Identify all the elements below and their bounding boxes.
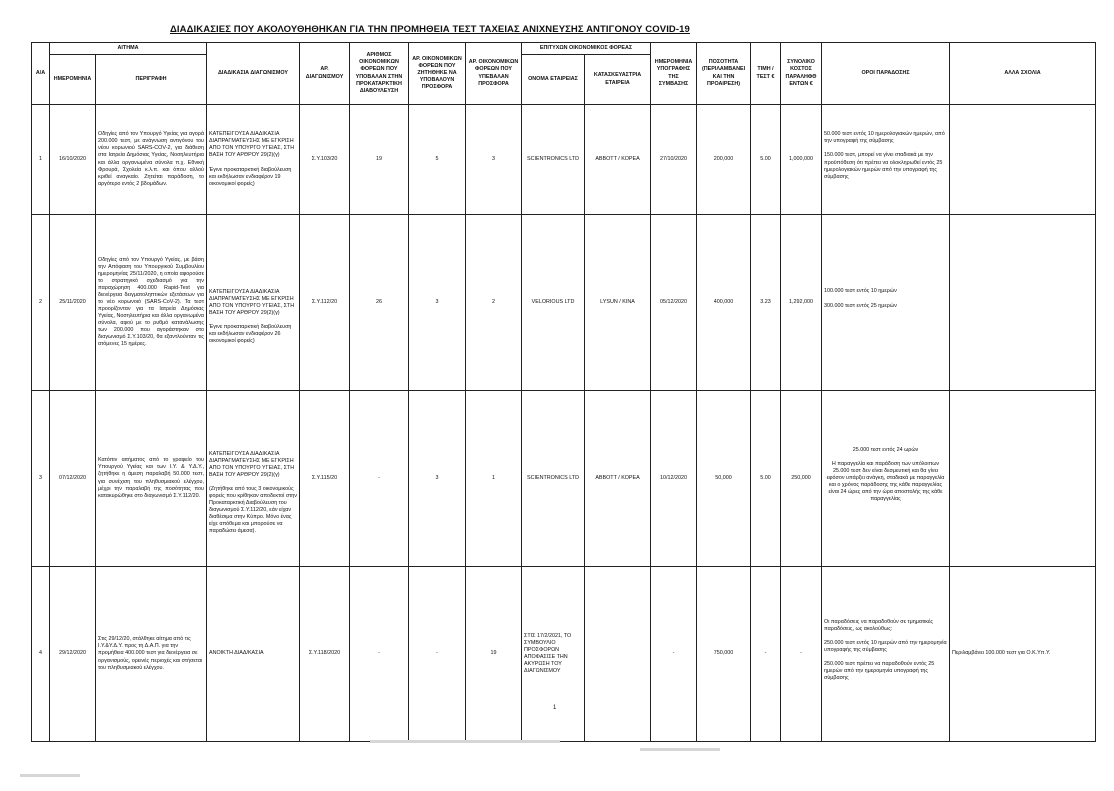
table-row [32,105,1096,215]
row-aa: 3 [32,391,50,567]
row-total: - [781,567,822,742]
row-date: 29/12/2020 [50,567,96,742]
scan-artifact [20,774,80,777]
row-description: Οδηγίες από τον Υπουργό Υγείας για αγορά 200.000 τεστ, με ανάγνωση αντιγόνου του νέου κορωνιού SARS-COV-2, για διάθεση στα Ιατρεία Δημόσιας Υγείας, Νοσηλευτήρια και άλλα οργανωμένα σύνολα π.χ. Εθνική Φρουρά, Σχολεία κ.λ.π. και όπου αλλού κριθεί αναγκαίο. Ζητείται παράδοση, το αργότερο εντός 2 βδομάδων. [96,105,207,215]
row-procedure-note: Έγινε προκαταρκτική διαβούλευση και εκδήλωσαν ενδιαφέρον 26 οικονομικοί φορείς) [209,324,292,345]
row-submitted-offer: 2 [466,215,522,391]
row-delivery-item: 250.000 τεστ εντός 10 ημερών από την ημερομηνία υπογραφής της σύμβασης [824,639,947,653]
table-row [32,567,1096,742]
row-company: SCIENTRONICS LTD [522,105,585,215]
row-asked-offer: 5 [409,105,466,215]
row-procedure-note: Έγινε προκαταρκτική διαβούλευση και εκδήλωσαν ενδιαφέρον 19 οικονομικοί φορείς) [209,166,292,187]
row-manufacturer: LYSUN / ΚΙΝΑ [585,215,651,391]
row-quantity: 750,000 [697,567,751,742]
row-num-operators: 19 [350,105,409,215]
row-description: Κατόπιν αιτήματος από το γραφείο του Υπουργού Υγείας και των Ι.Υ. & Υ.Δ.Υ., ζητήθηκε η άμεση παραλαβή 50.000 τεστ, για συνέχιση του πληθυσμιακού ελέγχου, μέχρι την παραλαβή της ποσότητας που κατακυρώθηκε στο διαγωνισμό Σ.Υ.112/20. [96,391,207,567]
row-comments [950,105,1096,215]
row-procedure: ΚΑΤΕΠΕΙΓΟΥΣΑ ΔΙΑΔΙΚΑΣΙΑ ΔΙΑΠΡΑΓΜΑΤΕΥΣΗΣ ΜΕ ΕΓΚΡΙΣΗ ΑΠΟ ΤΟΝ ΥΠΟΥΡΓΟ ΥΓΕΙΑΣ, ΣΤΗ ΒΑΣΗ ΤΟΥ ΑΡΘΡΟΥ 29(2)(γ) [209,450,295,478]
row-aa: 4 [32,567,50,742]
row-aa: 2 [32,215,50,391]
aa-header: Α/Α [32,43,50,105]
row-company: VELORIOUS LTD [522,215,585,391]
row-delivery-item: 50.000 τεστ εντός 10 ημερολογιακών ημερών, από την υπογραφή της σύμβασης [824,131,945,145]
asked-offer-header: ΑΡ. ΟΙΚΟΝΟΜΙΚΩΝ ΦΟΡΕΩΝ ΠΟΥ ΖΗΤΗΘΗΚΕ ΝΑ ΥΠΟΒΑΛΟΥΝ ΠΡΟΣΦΟΡΑ [409,43,466,105]
row-tender-number: Σ.Υ.118/2020 [300,567,350,742]
row-delivery-cell [822,391,950,567]
row-procedure-cell [207,567,300,742]
date-header: ΗΜΕΡΟΜΗΝΙΑ [50,55,96,105]
row-comments [950,215,1096,391]
row-asked-offer: 3 [409,215,466,391]
row-submitted-offer: 1 [466,391,522,567]
row-delivery-item: 250.000 τεστ πρέπει να παραδοθούν εντός 25 ημερών από την ημερομηνία υπογραφή της σύμβασης [824,661,935,682]
row-date: 25/11/2020 [50,215,96,391]
scan-artifact [640,748,720,751]
row-procedure: ΑΝΟΙΚΤΗ ΔΙΑΔ/ΚΑΣΙΑ [209,650,264,657]
page-number: 1 [553,705,557,711]
row-quantity: 200,000 [697,105,751,215]
row-procedure-cell [207,215,300,391]
row-description: Οδηγίες από τον Υπουργό Υγείας, με βάση την Απόφαση του Υπουργικού Συμβουλίου ημερομηνίας 25/11/2020, η οποία αφορούσε το στρατηγικό σχεδιασμό για την παραχώρηση 400.000 Rapid-Test για διενέργεια δειγματοληπτικών εξετάσεων για το νέο κορωνοιό (SARS-CoV-2). Τα τεστ προορίζονταν για τα Ιατρεία Δημόσιας Υγείας, Νοσηλευτήρια και άλλα οργανωμένα σύνολα, αφού με το ρυθμό κατανάλωσης των 200.000 που αγοράστηκαν στο διαγωνισμό Σ.Υ.103/20, θα εξαντλούνταν τις ατόμενες 15 ημέρες. [96,215,207,391]
table-row [32,215,1096,391]
row-delivery-item: Οι παραδόσεις να παραδοθούν σε τμηματικές παραδόσεις, ως ακολούθως: [824,618,933,632]
row-delivery-item: 150.000 τεστ, μπορεί να γίνει σταδιακά με την προϋπόθεση ότι πρέπει να ολοκληρωθεί εντός 25 ημερολογιακών ημερών από την υπογραφή της σύμβασης [824,152,943,180]
row-price: 5.00 [751,391,781,567]
row-description: Στις 29/12/20, στάλθηκε αίτημα από τις Ι.Υ.&Υ.Δ.Υ. προς τη Δ.Α.Π. για την προμήθεια 400.000 τεστ για διενέργεια σε οργανισμούς, ορεινές περιοχές και στήσεται του πληθυσμιακού ελέγχου. [96,567,207,742]
price-header: ΤΙΜΗ / ΤΕΣΤ € [751,43,781,105]
row-submitted-offer: 3 [466,105,522,215]
row-comments [950,391,1096,567]
table-row [32,391,1096,567]
row-delivery-cell [822,567,950,742]
row-tender-number: Σ.Υ.115/20 [300,391,350,567]
manufacturer-header: ΚΑΤΑΣΚΕΥΑΣΤΡΙΑ ΕΤΑΙΡΕΙΑ [585,55,651,105]
comments-header: ΑΛΛΑ ΣΧΟΛΙΑ [950,43,1096,105]
row-company: ΣΤΙΣ 17/2/2021, ΤΟ ΣΥΜΒΟΥΛΙΟ ΠΡΟΣΦΟΡΩΝ ΑΠΟΦΑΣΙΣΕ ΤΗΝ ΑΚΥΡΩΣΗ ΤΟΥ ΔΙΑΓΩΝΙΣΜΟΥ [522,567,585,742]
row-sign-date: 27/10/2020 [651,105,697,215]
procurement-table [31,42,1096,742]
row-asked-offer: - [409,567,466,742]
row-delivery-cell [822,215,950,391]
row-num-operators: - [350,391,409,567]
procedure-header: ΔΙΑΔΙΚΑΣΙΑ ΔΙΑΓΩΝΙΣΜΟΥ [207,43,300,105]
row-manufacturer: ABBOTT / ΚΟΡΕΑ [585,391,651,567]
row-total: 250,000 [781,391,822,567]
row-price: 3.23 [751,215,781,391]
row-date: 16/10/2020 [50,105,96,215]
row-tender-number: Σ.Υ.112/20 [300,215,350,391]
row-quantity: 400,000 [697,215,751,391]
row-quantity: 50,000 [697,391,751,567]
row-sign-date: - [651,567,697,742]
row-procedure-cell [207,105,300,215]
total-header: ΣΥΝΟΛΙΚΟ ΚΟΣΤΟΣ ΠΑΡΑΛΗΦΘ ΕΝΤΩΝ € [781,43,822,105]
row-delivery-item: 25.000 τεστ εντός 24 ωρών [852,446,919,453]
row-procedure: ΚΑΤΕΠΕΙΓΟΥΣΑ ΔΙΑΔΙΚΑΣΙΑ ΔΙΑΠΡΑΓΜΑΤΕΥΣΗΣ ΜΕ ΕΓΚΡΙΣΗ ΑΠΟ ΤΟΝ ΥΠΟΥΡΓΟ ΥΓΕΙΑΣ, ΣΤΗ ΒΑΣΗ ΤΟΥ ΑΡΘΡΟΥ 29(2)(γ) [209,288,295,316]
row-date: 07/12/2020 [50,391,96,567]
row-procedure: ΚΑΤΕΠΕΙΓΟΥΣΑ ΔΙΑΔΙΚΑΣΙΑ ΔΙΑΠΡΑΓΜΑΤΕΥΣΗΣ ΜΕ ΕΓΚΡΙΣΗ ΑΠΟ ΤΟΝ ΥΠΟΥΡΓΟ ΥΓΕΙΑΣ, ΣΤΗ ΒΑΣΗ ΤΟΥ ΑΡΘΡΟΥ 29(2)(γ) [209,131,295,159]
row-price: 5.00 [751,105,781,215]
delivery-header: ΟΡΟΙ ΠΑΡΑΔΟΣΗΣ [822,43,950,105]
row-procedure-note: (Ζητήθηκε από τους 3 οικονομικούς φορείς που κρίθηκαν αποδεκτοί στην Προκαταρκτική Διαβούλευση του διαγωνισμού Σ.Υ.112/20, εάν είχαν διαθέσιμα στην Κύπρο. Μόνο ένας είχε απόθεμα και μπορούσε να παραδώσει άμεσα). [209,485,297,535]
description-header: ΠΕΡΙΓΡΑΦΗ [96,55,207,105]
row-total: 1,292,000 [781,215,822,391]
row-tender-number: Σ.Υ.103/20 [300,105,350,215]
row-aa: 1 [32,105,50,215]
row-num-operators: - [350,567,409,742]
row-manufacturer [585,567,651,742]
row-procedure-cell [207,391,300,567]
num-operators-header: ΑΡΙΘΜΟΣ ΟΙΚΟΝΟΜΙΚΩΝ ΦΟΡΕΩΝ ΠΟΥ ΥΠΟΒΑΛΑΝ ΣΤΗΝ ΠΡΟΚΑΤΑΡΚΤΙΚΗ ΔΙΑΒΟΥΛΕΥΣΗ [350,43,409,105]
row-submitted-offer: 19 [466,567,522,742]
row-sign-date: 10/12/2020 [651,391,697,567]
supplier-group-header: ΕΠΙΤΥΧΩΝ ΟΙΚΟΝΟΜΙΚΟΣ ΦΟΡΕΑΣ [522,43,651,55]
row-delivery-item: Η παραγγελία και παράδοση των υπόλοιπων 25.000 τεστ δεν είναι δεσμευτική και θα γίνει εφόσον υπάρξει ανάγκη, σταδιακά με παραγγελία και ο χρόνος παράδοσης της κάθε παραγγελίας είναι 24 ώρες από την ώρα αποστολής της κάθε παραγγελίας [826,460,945,503]
row-delivery-item: 100.000 τεστ εντός 10 ημερών [824,288,897,295]
row-manufacturer: ABBOTT / ΚΟΡΕΑ [585,105,651,215]
sign-date-header: ΗΜΕΡΟΜΗΝΙΑ ΥΠΟΓΡΑΦΗΣ ΤΗΣ ΣΥΜΒΑΣΗΣ [651,43,697,105]
row-sign-date: 05/12/2020 [651,215,697,391]
row-num-operators: 26 [350,215,409,391]
row-company: SCIENTRONICS LTD [522,391,585,567]
header-group-row [32,43,1096,55]
row-comments: Περιλαμβάνει 100.000 τεστ για Ο.Κ.Υπ.Υ. [950,567,1096,742]
tender-number-header: ΑΡ. ΔΙΑΓΩΝΙΣΜΟΥ [300,43,350,105]
scan-artifact [370,740,560,743]
submitted-offer-header: ΑΡ. ΟΙΚΟΝΟΜΙΚΩΝ ΦΟΡΕΩΝ ΠΟΥ ΥΠΕΒΑΛΑΝ ΠΡΟΣΦΟΡΑ [466,43,522,105]
row-asked-offer: 3 [409,391,466,567]
row-delivery-item: 300.000 τεστ εντός 25 ημερών [824,302,897,309]
row-price: - [751,567,781,742]
row-delivery-cell [822,105,950,215]
row-total: 1,000,000 [781,105,822,215]
quantity-header: ΠΟΣΟΤΗΤΑ (ΠΕΡΙΛΑΜΒΑΝΕΙ ΚΑΙ ΤΗΝ ΠΡΟΑΙΡΕΣΗ) [697,43,751,105]
document-title: ΔΙΑΔΙΚΑΣΙΕΣ ΠΟΥ ΑΚΟΛΟΥΘΗΘΗΚΑΝ ΓΙΑ ΤΗΝ ΠΡΟΜΗΘΕΙΑ ΤΕΣΤ ΤΑΧΕΙΑΣ ΑΝΙΧΝΕΥΣΗΣ ΑΝΤΙΓΟΝΟΥ COVID-19 [170,24,690,35]
company-header: ΟΝΟΜΑ ΕΤΑΙΡΕΙΑΣ [522,55,585,105]
request-group-header: ΑΙΤΗΜΑ [50,43,207,55]
